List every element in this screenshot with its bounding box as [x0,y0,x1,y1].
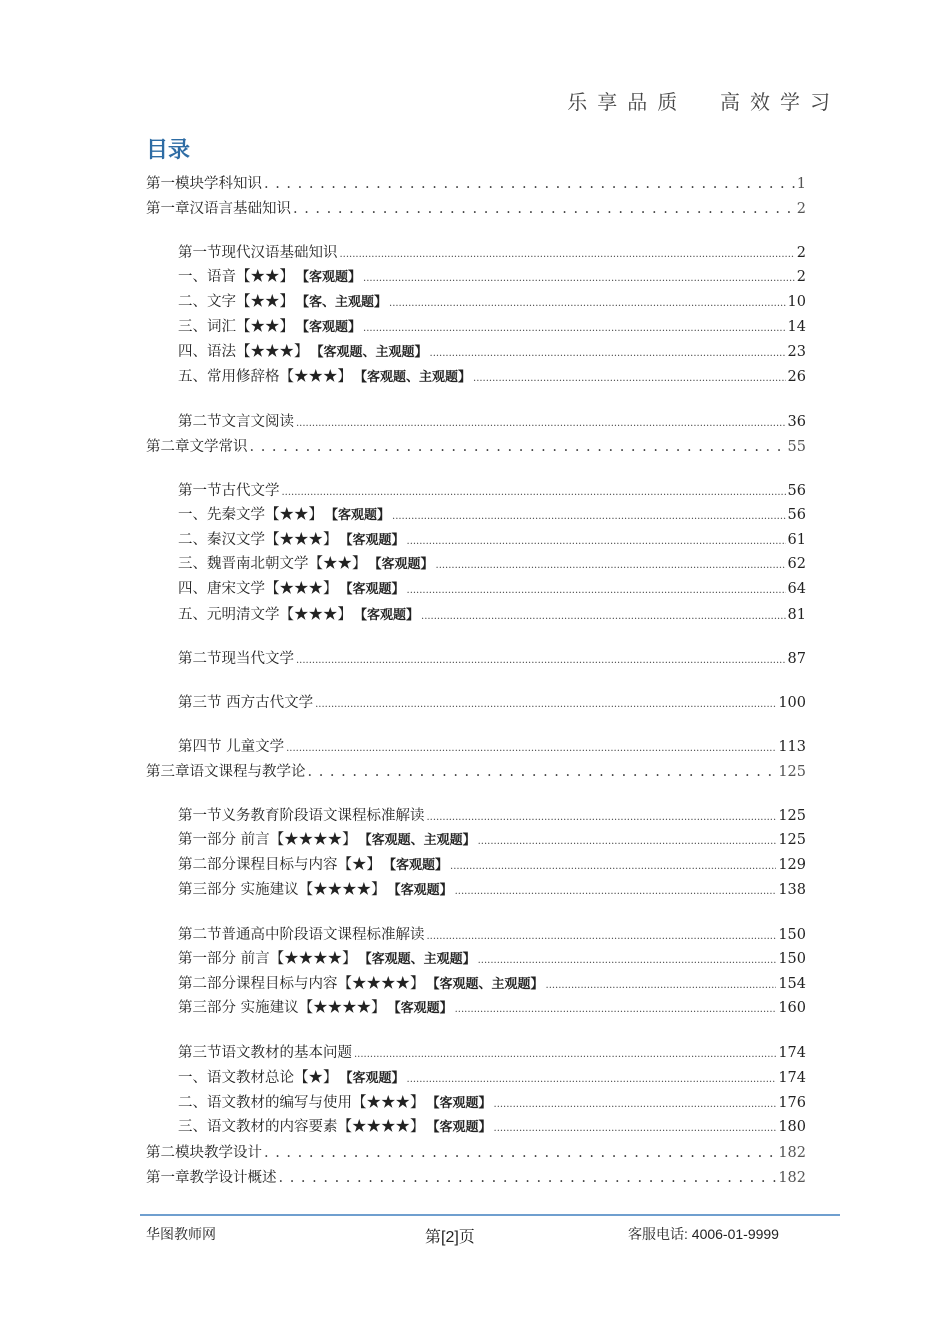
footer-hotline: 客服电话: 4006-01-9999 [628,1226,779,1242]
toc-dot-leader [455,997,777,1021]
toc-entry[interactable] [178,242,806,264]
toc-entry[interactable] [146,761,806,783]
toc-entry[interactable] [146,1167,806,1189]
toc-entry-tag: 【客、主观题】 [296,295,388,310]
toc-entry-title: 第二节现当代文学 [178,651,294,667]
toc-entry[interactable] [178,553,806,575]
toc-dot-leader [264,1142,776,1164]
toc-entry[interactable] [146,198,806,220]
toc-entry-page: 81 [787,607,806,623]
toc-entry-title: 第二节普通高中阶段语文课程标准解读 [178,927,425,943]
toc-entry-title: 第三节 西方古代文学 [178,695,314,711]
toc-entry-title: 第一节古代文学 [178,483,280,499]
toc-entry-page: 113 [778,739,806,755]
toc-dot-leader [450,854,776,878]
toc-dot-leader [478,948,777,972]
toc-entry-title: 二、语文教材的编写与使用【★★★】 [178,1095,425,1111]
toc-entry-page: 150 [778,927,806,943]
toc-entry[interactable] [146,436,806,458]
toc-entry-page: 150 [778,951,806,967]
header-slogan: 乐享品质 高效学习 [567,90,840,114]
toc-dot-leader [315,692,776,716]
toc-entry-title: 一、语文教材总论【★】 [178,1070,338,1086]
toc-entry-page: 174 [778,1045,806,1061]
toc-dot-leader [407,578,786,602]
toc-entry-title: 第三章语文课程与教学论 [146,764,306,780]
toc-entry-tag: 【客观题】 [325,508,391,523]
toc-entry[interactable] [178,529,806,551]
toc-entry[interactable] [178,1042,806,1064]
toc-entry-page: 138 [778,882,806,898]
toc-entry-page: 56 [787,483,806,499]
toc-entry-page: 26 [787,369,806,385]
toc-dot-leader [407,529,786,553]
toc-entry[interactable] [178,692,806,714]
toc-entry-title: 第一模块学科知识 [146,176,262,192]
toc-entry-tag: 【客观题】 [426,1120,492,1135]
toc-entry-tag: 【客观题】 [426,1096,492,1111]
toc-entry-page: 1 [796,176,806,192]
toc-dot-leader [494,1116,777,1140]
toc-dot-leader [392,504,786,528]
toc-entry[interactable] [178,341,806,363]
toc-entry[interactable] [178,291,806,313]
toc-dot-leader [363,266,795,290]
toc-dot-leader [296,411,786,435]
toc-entry-page: 125 [778,808,806,824]
toc-entry[interactable] [178,879,806,901]
toc-entry[interactable] [178,366,806,388]
toc-entry-page: 36 [787,414,806,430]
toc-entry-page: 62 [787,556,806,572]
toc-dot-leader [340,242,795,266]
toc-entry-page: 61 [787,532,806,548]
toc-entry-title: 第一部分 前言【★★★★】 [178,832,357,848]
toc-entry-title: 第一节义务教育阶段语文课程标准解读 [178,808,425,824]
toc-dot-leader [455,879,777,903]
toc-entry-page: 14 [787,319,806,335]
toc-dot-leader [308,761,777,783]
toc-entry-tag: 【客观题、主观题】 [354,370,472,385]
toc-entry[interactable] [178,924,806,946]
toc-entry-title: 第二章文学常识 [146,439,248,455]
toc-entry-tag: 【客观题】 [296,270,362,285]
toc-dot-leader [427,924,777,948]
toc-dot-leader [264,173,795,195]
toc-entry[interactable] [178,480,806,502]
toc-entry-tag: 【客观题】 [368,557,434,572]
toc-entry[interactable] [178,854,806,876]
toc-dot-leader [296,648,786,672]
toc-entry-page: 2 [796,245,806,261]
toc-entry-tag: 【客观题】 [296,320,362,335]
toc-entry-title: 二、秦汉文学【★★★】 [178,532,338,548]
toc-entry[interactable] [178,973,806,995]
toc-entry-page: 129 [778,857,806,873]
toc-entry-title: 五、常用修辞格【★★★】 [178,369,352,385]
toc-entry-page: 2 [796,269,806,285]
toc-entry[interactable] [178,648,806,670]
toc-dot-leader [546,973,777,997]
toc-entry-page: 125 [778,832,806,848]
toc-entry-title: 一、先秦文学【★★】 [178,507,323,523]
toc-dot-leader [363,316,786,340]
toc-entry-tag: 【客观题】 [339,1071,405,1086]
toc-entry-title: 三、魏晋南北朝文学【★★】 [178,556,367,572]
toc-entry-page: 182 [778,1145,806,1161]
toc-entry-tag: 【客观题、主观题】 [426,977,544,992]
toc-entry-title: 第一节现代汉语基础知识 [178,245,338,261]
toc-entry-tag: 【客观题】 [383,858,449,873]
toc-entry-page: 125 [778,764,806,780]
toc-entry-page: 182 [778,1170,806,1186]
toc-dot-leader [436,553,786,577]
toc-entry[interactable] [178,829,806,851]
toc-entry-tag: 【客观题、主观题】 [358,952,476,967]
toc-entry[interactable] [178,504,806,526]
toc-dot-leader [354,1042,776,1066]
toc-entry-title: 一、语音【★★】 [178,269,294,285]
toc-entry[interactable] [178,1092,806,1114]
toc-entry-title: 第二节文言文阅读 [178,414,294,430]
toc-dot-leader [389,291,786,315]
toc-entry[interactable] [178,1116,806,1138]
toc-entry[interactable] [178,578,806,600]
toc-dot-leader [293,198,795,220]
toc-entry-tag: 【客观题】 [387,1001,453,1016]
toc-dot-leader [494,1092,777,1116]
toc-entry-page: 2 [796,201,806,217]
toc-entry-title: 第二部分课程目标与内容【★★★★】 [178,976,425,992]
toc-dot-leader [421,604,786,628]
toc-entry-page: 154 [778,976,806,992]
toc-entry-page: 100 [778,695,806,711]
toc-entry-title: 四、语法【★★★】 [178,344,309,360]
toc-entry[interactable] [178,997,806,1019]
toc-dot-leader [478,829,777,853]
toc-entry-title: 第二模块教学设计 [146,1145,262,1161]
toc-entry-title: 第二部分课程目标与内容【★】 [178,857,381,873]
toc-entry[interactable] [146,173,806,195]
footer-site-name: 华图教师网 [146,1226,216,1242]
toc-dot-leader [279,1167,777,1189]
toc-entry-tag: 【客观题】 [354,608,420,623]
toc-entry-tag: 【客观题、主观题】 [358,833,476,848]
toc-entry[interactable] [178,266,806,288]
toc-entry-page: 174 [778,1070,806,1086]
toc-entry[interactable] [178,948,806,970]
toc-dot-leader [473,366,786,390]
toc-entry-tag: 【客观题】 [387,883,453,898]
toc-entry-page: 64 [787,581,806,597]
toc-entry-title: 第一部分 前言【★★★★】 [178,951,357,967]
toc-entry-title: 二、文字【★★】 [178,294,294,310]
toc-entry-page: 87 [787,651,806,667]
toc-entry[interactable] [178,604,806,626]
toc-entry-title: 第三部分 实施建议【★★★★】 [178,882,386,898]
toc-entry[interactable] [178,316,806,338]
toc-entry-tag: 【客观题、主观题】 [310,345,428,360]
toc-dot-leader [407,1067,777,1091]
toc-entry[interactable] [178,411,806,433]
toc-entry-page: 10 [787,294,806,310]
toc-entry-page: 160 [778,1000,806,1016]
toc-entry-title: 第一章教学设计概述 [146,1170,277,1186]
toc-entry-page: 56 [787,507,806,523]
toc-entry-title: 第四节 儿童文学 [178,739,285,755]
toc-entry-tag: 【客观题】 [339,582,405,597]
toc-entry[interactable] [146,1142,806,1164]
toc-entry-title: 四、唐宋文学【★★★】 [178,581,338,597]
toc-entry-tag: 【客观题】 [339,533,405,548]
toc-entry[interactable] [178,805,806,827]
toc-entry-title: 第三部分 实施建议【★★★★】 [178,1000,386,1016]
toc-entry-page: 23 [787,344,806,360]
toc-dot-leader [250,436,786,458]
toc-entry[interactable] [178,736,806,758]
toc-entry-title: 五、元明清文学【★★★】 [178,607,352,623]
toc-entry[interactable] [178,1067,806,1089]
toc-entry-title: 三、语文教材的内容要素【★★★★】 [178,1119,425,1135]
toc-dot-leader [286,736,776,760]
toc-dot-leader [430,341,786,365]
toc-entry-title: 第一章汉语言基础知识 [146,201,291,217]
toc-entry-page: 180 [778,1119,806,1135]
footer-divider [140,1214,840,1216]
toc-title: 目录 [146,138,191,163]
footer-page-number: 第[2]页 [425,1229,475,1246]
toc-entry-page: 55 [787,439,806,455]
toc-entry-page: 176 [778,1095,806,1111]
toc-entry-title: 第三节语文教材的基本问题 [178,1045,352,1061]
toc-entry-title: 三、词汇【★★】 [178,319,294,335]
toc-dot-leader [427,805,777,829]
toc-dot-leader [282,480,786,504]
